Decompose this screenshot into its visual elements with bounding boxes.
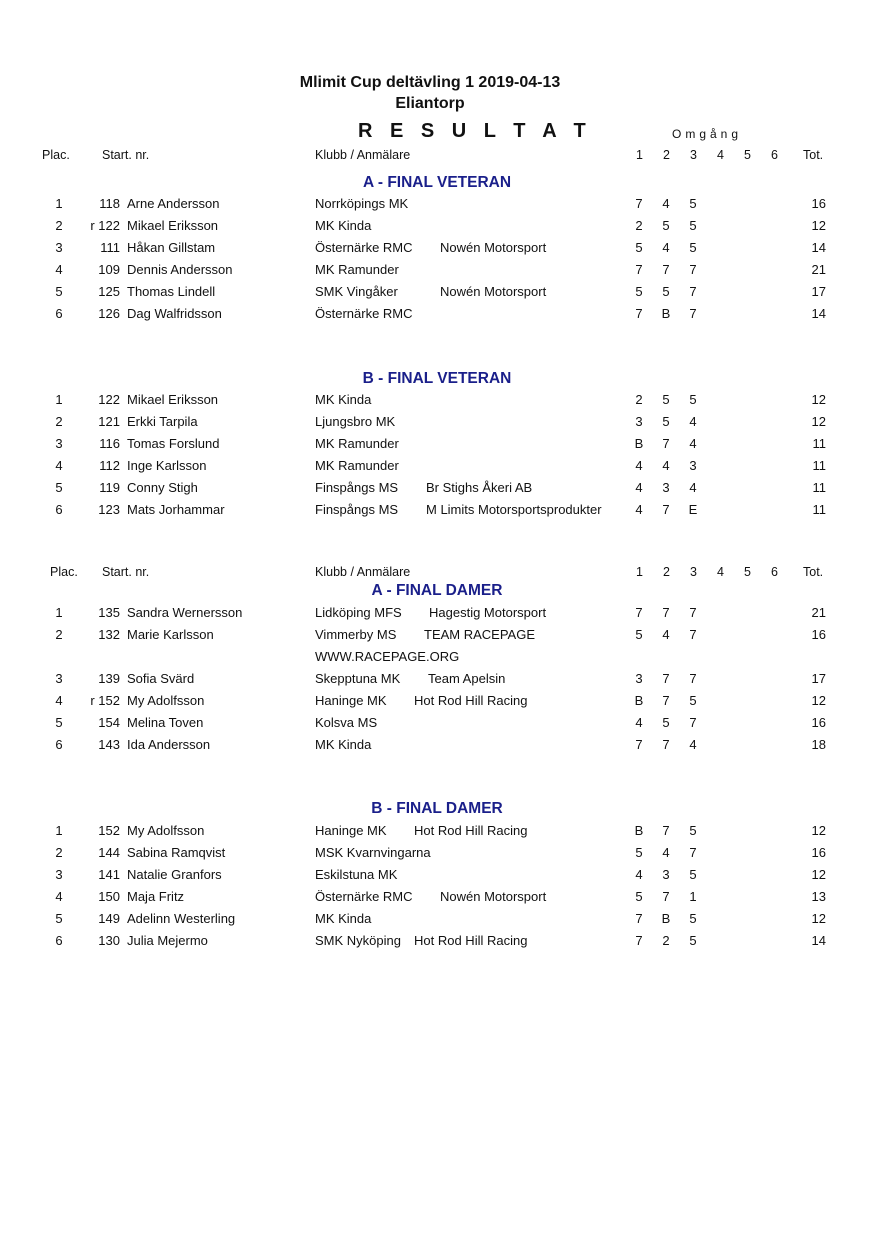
result-row xyxy=(0,480,880,502)
placement: 4 xyxy=(55,889,63,904)
round-3-score: 7 xyxy=(689,605,697,620)
club-name: Eskilstuna MK xyxy=(315,867,398,882)
round-3-score: 5 xyxy=(689,693,697,708)
round-1-score: 5 xyxy=(635,284,643,299)
event-title: Mlimit Cup deltävling 1 2019-04-13 xyxy=(299,74,561,91)
round-1-score: 4 xyxy=(635,867,643,882)
entrant-name: Hot Rod Hill Racing xyxy=(414,823,528,838)
club-name: Kolsva MS xyxy=(315,715,378,730)
entrant-name: Nowén Motorsport xyxy=(440,889,547,904)
driver-name: Dag Walfridsson xyxy=(127,306,222,321)
round-3-score: 7 xyxy=(689,262,697,277)
round-1-score: 4 xyxy=(635,502,643,517)
round-2-score: 7 xyxy=(662,889,670,904)
round-1-score: 3 xyxy=(635,671,643,686)
start-number: 152 xyxy=(98,823,120,838)
col-round-3: 3 xyxy=(690,148,697,162)
round-2-score: 4 xyxy=(662,627,670,642)
round-1-score: 7 xyxy=(635,262,643,277)
placement: 2 xyxy=(55,414,63,429)
round-3-score: 4 xyxy=(689,480,697,495)
result-row xyxy=(0,889,880,911)
round-2-score: 4 xyxy=(662,196,670,211)
total-score: 17 xyxy=(811,671,826,686)
result-row xyxy=(0,218,880,240)
club-name: Haninge MK xyxy=(315,823,387,838)
entrant-name: Team Apelsin xyxy=(428,671,506,686)
result-row xyxy=(0,436,880,458)
round-1-score: 5 xyxy=(635,240,643,255)
start-number: 122 xyxy=(98,392,120,407)
col-round-6: 6 xyxy=(771,565,778,579)
club-name: SMK Vingåker xyxy=(315,284,398,299)
driver-name: Håkan Gillstam xyxy=(127,240,216,255)
start-number: 154 xyxy=(98,715,120,730)
driver-name: Marie Karlsson xyxy=(127,627,214,642)
club-name: Norrköpings MK xyxy=(315,196,409,211)
driver-name: Erkki Tarpila xyxy=(127,414,198,429)
start-number: 109 xyxy=(98,262,120,277)
col-plac: Plac. xyxy=(42,148,70,162)
round-2-score: B xyxy=(661,911,671,926)
driver-name: Sandra Wernersson xyxy=(127,605,243,620)
start-number: 144 xyxy=(98,845,120,860)
club-name: SMK Nyköping xyxy=(315,933,401,948)
round-2-score: 7 xyxy=(662,693,670,708)
col-round-2: 2 xyxy=(663,148,670,162)
round-2-score: 7 xyxy=(662,737,670,752)
round-1-score: 5 xyxy=(635,845,643,860)
result-row xyxy=(0,715,880,737)
round-3-score: 4 xyxy=(689,414,697,429)
result-row xyxy=(0,240,880,262)
entrant-name: TEAM RACEPAGE xyxy=(424,627,536,642)
round-3-score: 7 xyxy=(689,306,697,321)
col-round-4: 4 xyxy=(717,565,724,579)
col-round-1: 1 xyxy=(636,148,643,162)
placement: 1 xyxy=(55,823,63,838)
total-score: 12 xyxy=(811,693,826,708)
start-number: 116 xyxy=(99,436,120,451)
round-3-score: E xyxy=(688,502,698,517)
round-3-score: 5 xyxy=(689,240,697,255)
round-2-score: 2 xyxy=(662,933,670,948)
start-number: 118 xyxy=(99,196,120,211)
col-round-6: 6 xyxy=(771,148,778,162)
driver-name: Mats Jorhammar xyxy=(127,502,225,517)
start-number: r 152 xyxy=(90,693,120,708)
driver-name: Sabina Ramqvist xyxy=(127,845,226,860)
placement: 4 xyxy=(55,262,63,277)
club-name: Östernärke RMC xyxy=(315,306,413,321)
placement: 3 xyxy=(55,671,63,686)
start-number: 121 xyxy=(98,414,120,429)
col-round-4: 4 xyxy=(717,148,724,162)
round-1-score: B xyxy=(634,693,644,708)
result-row xyxy=(0,693,880,715)
total-score: 11 xyxy=(812,458,826,473)
round-1-score: 7 xyxy=(635,933,643,948)
round-1-score: 7 xyxy=(635,196,643,211)
round-2-score: 5 xyxy=(662,715,670,730)
placement: 4 xyxy=(55,693,63,708)
entrant-name: Hot Rod Hill Racing xyxy=(414,933,528,948)
results-heading: R E S U L T A T xyxy=(358,120,592,142)
total-score: 14 xyxy=(811,933,826,948)
driver-name: My Adolfsson xyxy=(127,823,205,838)
round-3-score: 5 xyxy=(689,218,697,233)
total-score: 21 xyxy=(811,605,826,620)
club-name: Ljungsbro MK xyxy=(315,414,396,429)
placement: 6 xyxy=(55,737,63,752)
round-3-score: 5 xyxy=(689,196,697,211)
total-score: 13 xyxy=(811,889,826,904)
result-row xyxy=(0,414,880,436)
driver-name: Mikael Eriksson xyxy=(127,392,219,407)
result-row xyxy=(0,867,880,889)
entrant-name: M Limits Motorsportsprodukter xyxy=(426,502,602,517)
result-row xyxy=(0,502,880,524)
club-name: MK Kinda xyxy=(315,218,372,233)
round-3-score: 7 xyxy=(689,627,697,642)
col-round-1: 1 xyxy=(636,565,643,579)
club-name: MK Kinda xyxy=(315,392,372,407)
start-number: 132 xyxy=(98,627,120,642)
driver-name: Maja Fritz xyxy=(127,889,185,904)
driver-name: Thomas Lindell xyxy=(127,284,216,299)
entrant-name: Nowén Motorsport xyxy=(440,240,547,255)
club-name: MK Kinda xyxy=(315,737,372,752)
result-row xyxy=(0,823,880,845)
placement: 6 xyxy=(55,933,63,948)
section-title: A - FINAL VETERAN xyxy=(362,174,512,191)
round-3-score: 7 xyxy=(689,671,697,686)
entrant-name: Hagestig Motorsport xyxy=(429,605,547,620)
start-number: r 122 xyxy=(90,218,120,233)
round-2-score: 7 xyxy=(662,671,670,686)
round-1-score: 7 xyxy=(635,911,643,926)
round-2-score: 5 xyxy=(662,218,670,233)
start-number: 141 xyxy=(98,867,120,882)
total-score: 11 xyxy=(812,436,826,451)
col-tot: Tot. xyxy=(803,148,824,162)
total-score: 14 xyxy=(811,306,826,321)
total-score: 17 xyxy=(811,284,826,299)
total-score: 12 xyxy=(811,867,826,882)
total-score: 16 xyxy=(811,715,826,730)
driver-name: Adelinn Westerling xyxy=(127,911,236,926)
round-2-score: 4 xyxy=(662,458,670,473)
total-score: 12 xyxy=(811,218,826,233)
start-number: 130 xyxy=(98,933,120,948)
result-row xyxy=(0,627,880,649)
col-plac: Plac. xyxy=(50,565,78,579)
round-1-score: 7 xyxy=(635,306,643,321)
round-2-score: 4 xyxy=(662,240,670,255)
round-2-score: 7 xyxy=(662,436,670,451)
round-1-score: B xyxy=(634,823,644,838)
result-row xyxy=(0,284,880,306)
round-1-score: 4 xyxy=(635,480,643,495)
driver-name: Natalie Granfors xyxy=(127,867,222,882)
club-name: MSK Kvarnvingarna xyxy=(315,845,431,860)
round-3-score: 7 xyxy=(689,284,697,299)
result-row xyxy=(0,458,880,480)
col-start: Start. nr. xyxy=(102,148,150,162)
round-2-score: 3 xyxy=(662,480,670,495)
col-round-2: 2 xyxy=(663,565,670,579)
round-1-score: 4 xyxy=(635,715,643,730)
driver-name: Mikael Eriksson xyxy=(127,218,219,233)
round-2-score: 7 xyxy=(662,605,670,620)
col-club: Klubb / Anmälare xyxy=(315,565,411,579)
rounds-heading: Omgång xyxy=(672,127,743,141)
col-club: Klubb / Anmälare xyxy=(315,148,411,162)
placement: 1 xyxy=(55,196,63,211)
col-round-5: 5 xyxy=(744,565,751,579)
driver-name: Tomas Forslund xyxy=(127,436,220,451)
club-name: MK Ramunder xyxy=(315,262,399,277)
round-2-score: 5 xyxy=(662,392,670,407)
club-name: Östernärke RMC xyxy=(315,889,413,904)
driver-name: Arne Andersson xyxy=(127,196,220,211)
round-1-score: 2 xyxy=(635,218,643,233)
start-number: 135 xyxy=(98,605,120,620)
driver-name: Conny Stigh xyxy=(127,480,198,495)
round-1-score: 4 xyxy=(635,458,643,473)
round-1-score: 7 xyxy=(635,605,643,620)
placement: 2 xyxy=(55,627,63,642)
start-number: 143 xyxy=(98,737,120,752)
club-name: Vimmerby MS xyxy=(315,627,397,642)
round-3-score: 5 xyxy=(689,933,697,948)
round-2-score: 5 xyxy=(662,284,670,299)
section-title: B - FINAL DAMER xyxy=(371,800,503,817)
placement: 3 xyxy=(55,240,63,255)
placement: 1 xyxy=(55,392,63,407)
round-3-score: 5 xyxy=(689,823,697,838)
round-1-score: B xyxy=(634,436,644,451)
round-1-score: 5 xyxy=(635,889,643,904)
placement: 3 xyxy=(55,867,63,882)
placement: 5 xyxy=(55,284,63,299)
total-score: 11 xyxy=(812,502,826,517)
round-3-score: 1 xyxy=(689,889,697,904)
round-3-score: 5 xyxy=(689,867,697,882)
placement: 5 xyxy=(55,911,63,926)
round-2-score: 5 xyxy=(662,414,670,429)
section-title: A - FINAL DAMER xyxy=(371,582,503,599)
club-name: MK Ramunder xyxy=(315,436,399,451)
placement: 4 xyxy=(55,458,63,473)
result-row xyxy=(0,671,880,693)
round-3-score: 4 xyxy=(689,737,697,752)
placement: 1 xyxy=(55,605,63,620)
club-name: Lidköping MFS xyxy=(315,605,402,620)
placement: 2 xyxy=(55,218,63,233)
club-name: Skepptuna MK xyxy=(315,671,401,686)
placement: 5 xyxy=(55,715,63,730)
result-row xyxy=(0,306,880,328)
driver-name: Ida Andersson xyxy=(127,737,211,752)
placement: 6 xyxy=(55,502,63,517)
round-1-score: 5 xyxy=(635,627,643,642)
start-number: 112 xyxy=(99,458,120,473)
result-row xyxy=(0,605,880,627)
driver-name: Julia Mejermo xyxy=(127,933,208,948)
round-1-score: 3 xyxy=(635,414,643,429)
total-score: 11 xyxy=(812,480,826,495)
total-score: 14 xyxy=(811,240,826,255)
start-number: 139 xyxy=(98,671,120,686)
round-2-score: 7 xyxy=(662,502,670,517)
entrant-name: Br Stighs Åkeri AB xyxy=(426,480,533,495)
start-number: 123 xyxy=(98,502,120,517)
start-number: 126 xyxy=(98,306,120,321)
round-2-score: 4 xyxy=(662,845,670,860)
total-score: 12 xyxy=(811,392,826,407)
result-row xyxy=(0,262,880,284)
round-3-score: 7 xyxy=(689,715,697,730)
round-3-score: 5 xyxy=(689,392,697,407)
total-score: 12 xyxy=(811,823,826,838)
driver-name: Inge Karlsson xyxy=(127,458,207,473)
entrant-website: WWW.RACEPAGE.ORG xyxy=(315,649,460,664)
club-name: Finspångs MS xyxy=(315,480,399,495)
total-score: 18 xyxy=(811,737,826,752)
club-name: MK Kinda xyxy=(315,911,372,926)
section-title: B - FINAL VETERAN xyxy=(362,370,512,387)
col-tot: Tot. xyxy=(803,565,824,579)
start-number: 125 xyxy=(98,284,120,299)
result-row xyxy=(0,911,880,933)
result-row xyxy=(0,737,880,759)
total-score: 12 xyxy=(811,911,826,926)
club-name: Östernärke RMC xyxy=(315,240,413,255)
start-number: 111 xyxy=(100,240,120,255)
round-2-score: B xyxy=(661,306,671,321)
total-score: 16 xyxy=(811,627,826,642)
total-score: 21 xyxy=(811,262,826,277)
result-row xyxy=(0,392,880,414)
start-number: 149 xyxy=(98,911,120,926)
round-2-score: 7 xyxy=(662,262,670,277)
round-2-score: 7 xyxy=(662,823,670,838)
driver-name: Dennis Andersson xyxy=(127,262,233,277)
round-3-score: 5 xyxy=(689,911,697,926)
driver-name: Sofia Svärd xyxy=(127,671,195,686)
driver-name: Melina Toven xyxy=(127,715,204,730)
placement: 5 xyxy=(55,480,63,495)
venue-title: Eliantorp xyxy=(395,95,465,112)
round-3-score: 4 xyxy=(689,436,697,451)
total-score: 16 xyxy=(811,196,826,211)
club-name: MK Ramunder xyxy=(315,458,399,473)
placement: 3 xyxy=(55,436,63,451)
start-number: 119 xyxy=(99,480,120,495)
entrant-name: Nowén Motorsport xyxy=(440,284,547,299)
total-score: 16 xyxy=(811,845,826,860)
start-number: 150 xyxy=(98,889,120,904)
result-row xyxy=(0,196,880,218)
col-start: Start. nr. xyxy=(102,565,150,579)
col-round-3: 3 xyxy=(690,565,697,579)
total-score: 12 xyxy=(811,414,826,429)
placement: 6 xyxy=(55,306,63,321)
round-3-score: 3 xyxy=(689,458,697,473)
entrant-name: Hot Rod Hill Racing xyxy=(414,693,528,708)
result-row xyxy=(0,845,880,867)
col-round-5: 5 xyxy=(744,148,751,162)
placement: 2 xyxy=(55,845,63,860)
club-name: Haninge MK xyxy=(315,693,387,708)
result-row xyxy=(0,933,880,955)
round-1-score: 2 xyxy=(635,392,643,407)
driver-name: My Adolfsson xyxy=(127,693,205,708)
round-3-score: 7 xyxy=(689,845,697,860)
club-name: Finspångs MS xyxy=(315,502,399,517)
round-2-score: 3 xyxy=(662,867,670,882)
round-1-score: 7 xyxy=(635,737,643,752)
